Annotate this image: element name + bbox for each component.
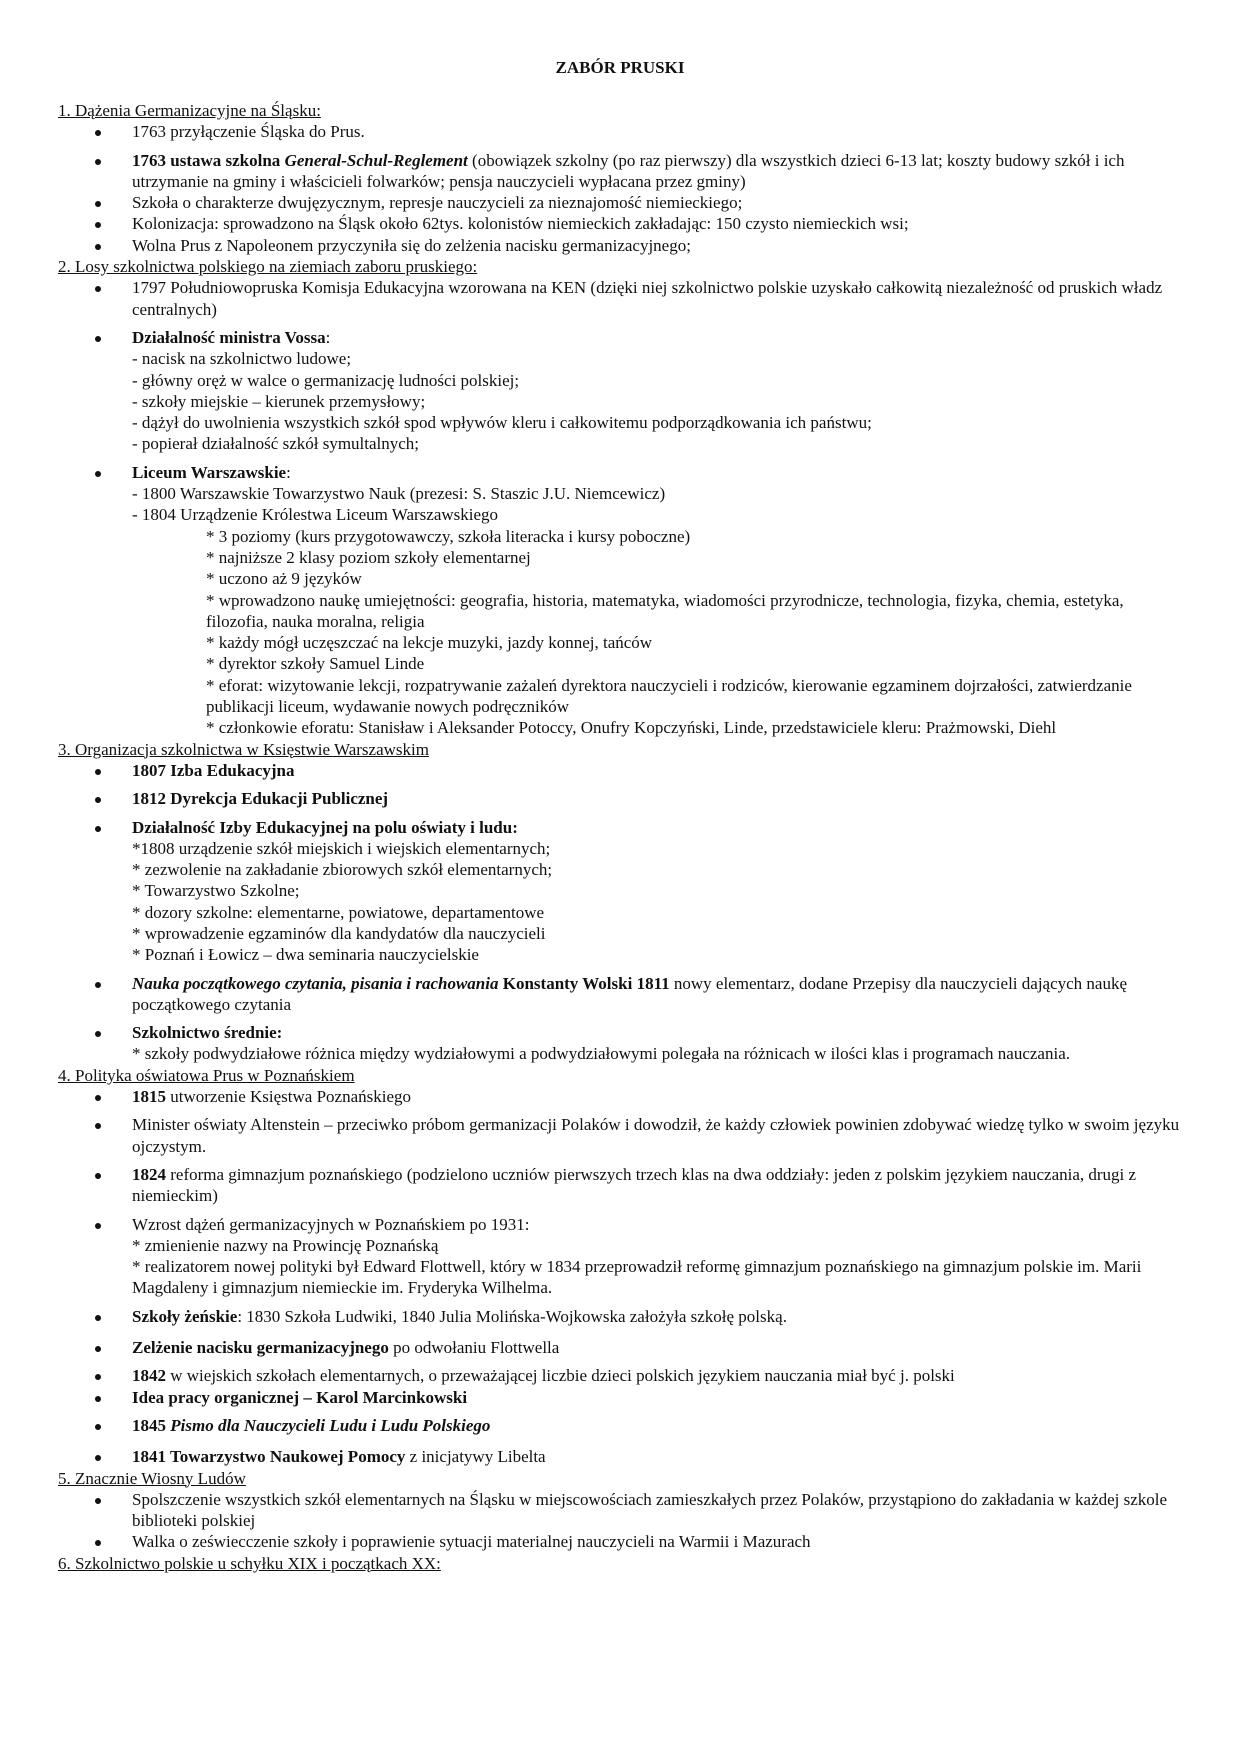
- bullet-icon: [95, 1095, 101, 1101]
- bullet-icon: [95, 201, 101, 207]
- sub-line: * zmienienie nazwy na Prowincję Poznańską: [132, 1235, 439, 1255]
- list-item: Nauka początkowego czytania, pisania i rachowania Konstanty Wolski 1811 nowy elementarz, dodane Przepisy dla nauczycieli dających naukę początkowego czytania: [58, 973, 1183, 1016]
- section-2-heading: 2. Losy szkolnictwa polskiego na ziemiach zaboru pruskiego:: [58, 257, 478, 277]
- sub-line: - 1800 Warszawskie Towarzystwo Nauk (prezesi: S. Staszic J.U. Niemcewicz): [132, 484, 666, 504]
- list-item: Walka o zeświecczenie szkoły i poprawienie sytuacji materialnej nauczycieli na Warmii i Mazurach: [58, 1531, 1183, 1552]
- sub-line: * 3 poziomy (kurs przygotowawczy, szkoła literacka i kursy poboczne): [206, 526, 691, 546]
- list-item: 1812 Dyrekcja Edukacji Publicznej: [58, 788, 1183, 809]
- section-4-list: [58, 1086, 1183, 1467]
- sub-line: * najniższe 2 klasy poziom szkoły elementarnej: [206, 547, 531, 567]
- list-item: Zelżenie nacisku germanizacyjnego po odwołaniu Flottwella: [58, 1337, 1183, 1358]
- sub-line: - dążył do uwolnienia wszystkich szkół spod wpływów kleru i całkowitemu podporządkowania ich państwu;: [132, 413, 872, 433]
- section-4-heading: 4. Polityka oświatowa Prus w Poznańskiem: [58, 1065, 355, 1085]
- sub-line: * realizatorem nowej polityki był Edward Flottwell, który w 1834 przeprowadził reformę gimnazjum poznańskiego na gimnazjum polskie im. Marii Magdaleny i gimnazjum niemieckie im. Fryderyka Wilhelma.: [132, 1257, 1142, 1298]
- section-1-heading: 1. Dążenia Germanizacyjne na Śląsku:: [58, 101, 321, 120]
- section-3-list: [58, 760, 1183, 1065]
- list-item: Spolszczenie wszystkich szkół elementarnych na Śląsku w miejscowościach zamieszkałych przez Polaków, przystąpiono do zakładania w każdej szkole biblioteki polskiej: [58, 1489, 1183, 1532]
- sub-line: * dozory szkolne: elementarne, powiatowe, departamentowe: [132, 902, 545, 922]
- bullet-icon: [95, 1455, 101, 1461]
- bullet-icon: [95, 1123, 101, 1129]
- section-3-heading: 3. Organizacja szkolnictwa w Księstwie Warszawskim: [58, 739, 429, 759]
- sub-line: - 1804 Urządzenie Królestwa Liceum Warszawskiego: [132, 505, 499, 525]
- sub-line: * zezwolenie na zakładanie zbiorowych szkół elementarnych;: [132, 860, 553, 880]
- list-item: Liceum Warszawskie: - 1800 Warszawskie Towarzystwo Nauk (prezesi: S. Staszic J.U. Niemcewicz) - 1804 Urządzenie Królestwa Liceum Warszawskiego * 3 poziomy (kurs przygotowawczy, szkoła literacka i kursy poboczne) * najniższe 2 klasy poziom szkoły elementarnej * uczono aż 9 języków * wprowadzono naukę umiejętności: geografia, historia, matematyka, wiadomości przyrodnicze, technologia, fizyka, chemia, estetyka, filozofia, nauka moralna, religia * każdy mógł uczęszczać na lekcje muzyki, jazdy konnej, tańców * dyrektor szkoły Samuel Linde * eforat: wizytowanie lekcji, rozpatrywanie zażaleń dyrektora nauczycieli i rodziców, kierowanie egzaminem dojrzałości, zatwierdzanie publikacji liceum, wydawanie nowych podręczników * członkowie eforatu: Stanisław i Aleksander Potoccy, Onufry Kopczyński, Linde, przedstawiciele kleru: Prażmowski, Diehl: [58, 462, 1183, 739]
- list-item: Działalność ministra Vossa: - nacisk na szkolnictwo ludowe; - główny oręż w walce o germanizację ludności polskiej; - szkoły miejskie – kierunek przemysłowy; - dążył do uwolnienia wszystkich szkół spod wpływów kleru i całkowitemu podporządkowania ich państwu; - popierał działalność szkół symultalnych;: [58, 327, 1183, 455]
- sub-line: * szkoły podwydziałowe różnica między wydziałowymi a podwydziałowymi polegała na różnicach w ilości klas i programach nauczania.: [132, 1044, 1070, 1064]
- section-2-list: [58, 277, 1183, 738]
- list-item: 1797 Południowopruska Komisja Edukacyjna wzorowana na KEN (dzięki niej szkolnictwo polskie uzyskało całkowitą niezależność od pruskich władz centralnych): [58, 277, 1183, 320]
- list-item: 1842 w wiejskich szkołach elementarnych, o przeważającej liczbie dzieci polskich językiem nauczania miał być j. polski: [58, 1365, 1183, 1386]
- bullet-icon: [95, 471, 101, 477]
- sub-line: * dyrektor szkoły Samuel Linde: [206, 654, 425, 674]
- bullet-icon: [95, 130, 101, 136]
- sub-line: * członkowie eforatu: Stanisław i Aleksander Potoccy, Onufry Kopczyński, Linde, przedstawiciele kleru: Prażmowski, Diehl: [206, 718, 1057, 738]
- list-item: Idea pracy organicznej – Karol Marcinkowski: [58, 1387, 1183, 1408]
- sub-line: - szkoły miejskie – kierunek przemysłowy;: [132, 391, 426, 411]
- bullet-icon: [95, 826, 101, 832]
- bullet-icon: [95, 1374, 101, 1380]
- bullet-icon: [95, 1031, 101, 1037]
- bullet-icon: [95, 1346, 101, 1352]
- list-item: 1807 Izba Edukacyjna: [58, 760, 1183, 781]
- sub-line: * Poznań i Łowicz – dwa seminaria nauczycielskie: [132, 945, 479, 965]
- list-item: Szkoły żeńskie: 1830 Szkoła Ludwiki, 1840 Julia Molińska-Wojkowska założyła szkołę polską.: [58, 1306, 1183, 1327]
- sub-line: * uczono aż 9 języków: [206, 569, 362, 589]
- bullet-icon: [95, 1173, 101, 1179]
- list-item: Minister oświaty Altenstein – przeciwko próbom germanizacji Polaków i dowodził, że każdy człowiek powinien zdobywać wiedzę tylko w swoim języku ojczystym.: [58, 1114, 1183, 1157]
- sub-line: - główny oręż w walce o germanizację ludności polskiej;: [132, 370, 520, 390]
- list-item: 1763 przyłączenie Śląska do Prus.: [58, 121, 1183, 142]
- section-5-list: [58, 1489, 1183, 1553]
- list-item: Wolna Prus z Napoleonem przyczyniła się do zelżenia nacisku germanizacyjnego;: [58, 235, 1183, 256]
- bullet-icon: [95, 1396, 101, 1402]
- section-1-list: [58, 121, 1183, 256]
- bullet-icon: [95, 222, 101, 228]
- sub-line: - popierał działalność szkół symultalnych;: [132, 434, 420, 454]
- list-item: Wzrost dążeń germanizacyjnych w Poznańskiem po 1931: * zmienienie nazwy na Prowincję Poznańską * realizatorem nowej polityki był Edward Flottwell, który w 1834 przeprowadził reformę gimnazjum poznańskiego na gimnazjum polskie im. Marii Magdaleny i gimnazjum niemieckie im. Fryderyka Wilhelma.: [58, 1214, 1183, 1299]
- bullet-icon: [95, 797, 101, 803]
- bullet-icon: [95, 769, 101, 775]
- bullet-icon: [95, 286, 101, 292]
- bullet-icon: [95, 1424, 101, 1430]
- list-item: Szkolnictwo średnie: * szkoły podwydziałowe różnica między wydziałowymi a podwydziałowymi polegała na różnicach w ilości klas i programach nauczania.: [58, 1022, 1183, 1065]
- sub-line: - nacisk na szkolnictwo ludowe;: [132, 349, 352, 369]
- list-item: 1763 ustawa szkolna General-Schul-Reglement (obowiązek szkolny (po raz pierwszy) dla wszystkich dzieci 6-13 lat; koszty budowy szkół i ich utrzymanie na gminy i właścicieli folwarków; pensja nauczycieli wypłacana przez gminy): [58, 150, 1183, 193]
- bullet-icon: [95, 336, 101, 342]
- list-item: Działalność Izby Edukacyjnej na polu oświaty i ludu: *1808 urządzenie szkół miejskich i wiejskich elementarnych; * zezwolenie na zakładanie zbiorowych szkół elementarnych; * Towarzystwo Szkolne; * dozory szkolne: elementarne, powiatowe, departamentowe * wprowadzenie egzaminów dla kandydatów dla nauczycieli * Poznań i Łowicz – dwa seminaria nauczycielskie: [58, 817, 1183, 966]
- bullet-icon: [95, 244, 101, 250]
- list-item: 1841 Towarzystwo Naukowej Pomocy z inicjatywy Libelta: [58, 1446, 1183, 1467]
- bullet-icon: [95, 982, 101, 988]
- list-item: 1815 utworzenie Księstwa Poznańskiego: [58, 1086, 1183, 1107]
- list-item: 1845 Pismo dla Nauczycieli Ludu i Ludu Polskiego: [58, 1415, 1183, 1436]
- sub-line: * Towarzystwo Szkolne;: [132, 881, 300, 901]
- sub-line: * wprowadzenie egzaminów dla kandydatów dla nauczycieli: [132, 923, 546, 943]
- document-body: [58, 100, 1183, 1574]
- bullet-icon: [95, 1223, 101, 1229]
- bullet-icon: [95, 1315, 101, 1321]
- section-5-heading: 5. Znacznie Wiosny Ludów: [58, 1468, 246, 1488]
- list-item: Szkoła o charakterze dwujęzycznym, represje nauczycieli za nieznajomość niemieckiego;: [58, 192, 1183, 213]
- list-item: 1824 reforma gimnazjum poznańskiego (podzielono uczniów pierwszych trzech klas na dwa oddziały: jeden z polskim językiem nauczania, drugi z niemieckim): [58, 1164, 1183, 1207]
- bullet-icon: [95, 1540, 101, 1546]
- section-6-heading: 6. Szkolnictwo polskie u schyłku XIX i początkach XX:: [58, 1553, 441, 1573]
- sub-line: * eforat: wizytowanie lekcji, rozpatrywanie zażaleń dyrektora nauczycieli i rodziców, kierowanie egzaminem dojrzałości, zatwierdzanie publikacji liceum, wydawanie nowych podręczników: [206, 675, 1132, 717]
- bullet-icon: [95, 1498, 101, 1504]
- sub-line: * każdy mógł uczęszczać na lekcje muzyki, jazdy konnej, tańców: [206, 633, 653, 653]
- bullet-icon: [95, 159, 101, 165]
- page-title: ZABÓR PRUSKI: [555, 58, 685, 77]
- list-item: Kolonizacja: sprowadzono na Śląsk około 62tys. kolonistów niemieckich zakładając: 150 czysto niemieckich wsi;: [58, 213, 1183, 234]
- sub-line: * wprowadzono naukę umiejętności: geografia, historia, matematyka, wiadomości przyrodnicze, technologia, fizyka, chemia, estetyka, filozofia, nauka moralna, religia: [206, 590, 1124, 631]
- sub-line: *1808 urządzenie szkół miejskich i wiejskich elementarnych;: [132, 838, 551, 858]
